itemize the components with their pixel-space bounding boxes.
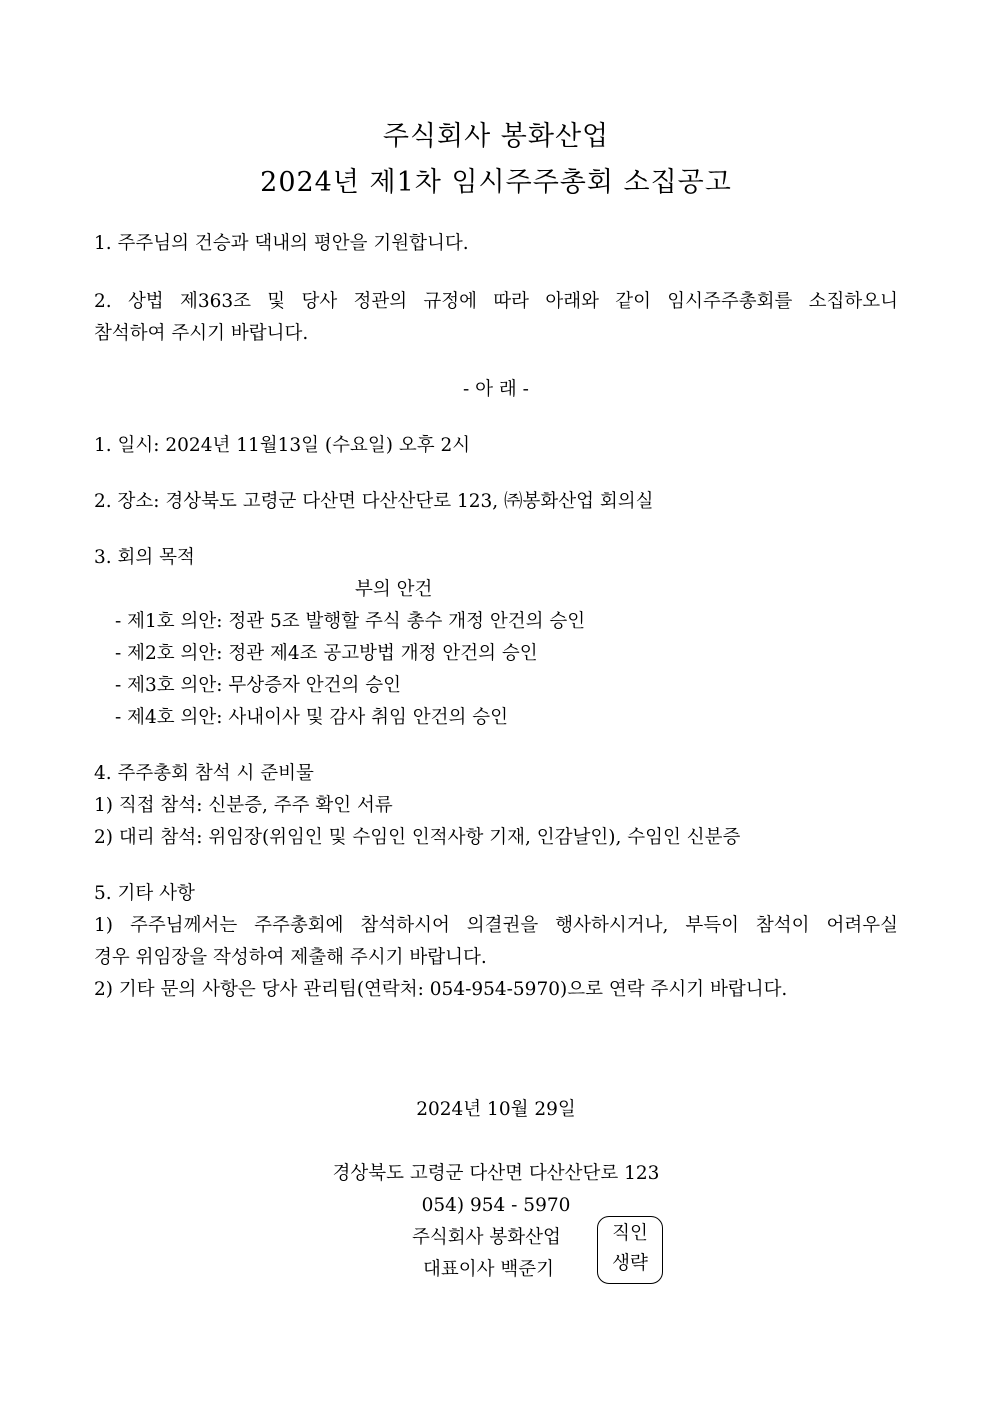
- other-item-1-line-2: 경우 위임장을 작성하여 제출해 주시기 바랍니다.: [94, 947, 487, 968]
- other-item-2: 2) 기타 문의 사항은 당사 관리팀(연락처: 054-954-5970)으로 연락 주시기 바랍니다.: [94, 979, 788, 1000]
- title-notice: 2024년 제1차 임시주주총회 소집공고: [260, 167, 732, 198]
- company-representative: 대표이사 백준기: [423, 1259, 554, 1280]
- notice-date: 2024년 10월 29일: [416, 1099, 576, 1120]
- title-company: 주식회사 봉화산업: [382, 121, 610, 152]
- company-address: 경상북도 고령군 다산면 다산산단로 123: [332, 1163, 660, 1184]
- prep-item-2: 2) 대리 참석: 위임장(위임인 및 수임인 인적사항 기재, 인감날인), 수임인 신분증: [94, 827, 741, 848]
- agenda-item-1: - 제1호 의안: 정관 5조 발행할 주식 총수 개정 안건의 승인: [115, 611, 586, 632]
- other-item-1-line-1: 1) 주주님께서는 주주총회에 참석하시어 의결권을 행사하시거나, 부득이 참석이 어려우실: [94, 915, 898, 936]
- agenda-item-2: - 제2호 의안: 정관 제4조 공고방법 개정 안건의 승인: [115, 643, 538, 664]
- seal-label-line-1: 직인: [612, 1223, 648, 1244]
- company-phone: 054) 954 - 5970: [421, 1195, 571, 1216]
- seal-omitted-box: [597, 1216, 663, 1284]
- agenda-item-3: - 제3호 의안: 무상증자 안건의 승인: [115, 675, 401, 696]
- purpose-heading: 3. 회의 목적: [94, 547, 195, 568]
- agenda-item-4: - 제4호 의안: 사내이사 및 감사 취임 안건의 승인: [115, 707, 508, 728]
- meeting-location: 2. 장소: 경상북도 고령군 다산면 다산산단로 123, ㈜봉화산업 회의실: [94, 491, 654, 512]
- prep-heading: 4. 주주총회 참석 시 준비물: [94, 763, 314, 784]
- agenda-heading: 부의 안건: [355, 579, 433, 600]
- seal-label-line-2: 생략: [612, 1253, 648, 1274]
- intro-paragraph-2-line-2: 참석하여 주시기 바랍니다.: [94, 323, 309, 344]
- notice-divider: - 아 래 -: [463, 379, 529, 400]
- company-name: 주식회사 봉화산업: [412, 1227, 561, 1248]
- meeting-datetime: 1. 일시: 2024년 11월13일 (수요일) 오후 2시: [94, 435, 471, 456]
- other-heading: 5. 기타 사항: [94, 883, 195, 904]
- intro-paragraph-1: 1. 주주님의 건승과 댁내의 평안을 기원합니다.: [94, 233, 469, 254]
- prep-item-1: 1) 직접 참석: 신분증, 주주 확인 서류: [94, 795, 393, 816]
- intro-paragraph-2-line-1: 2. 상법 제363조 및 당사 정관의 규정에 따라 아래와 같이 임시주주총회를 소집하오니: [94, 291, 898, 312]
